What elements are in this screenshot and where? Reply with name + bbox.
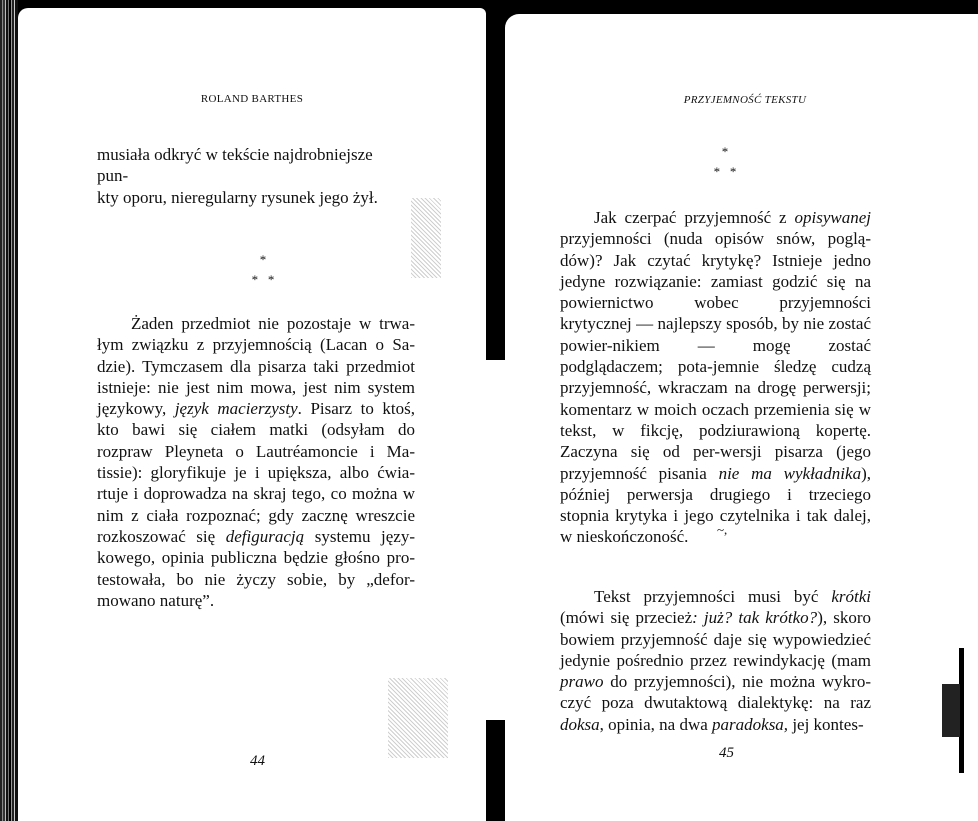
body-paragraph: Żaden przedmiot nie pozostaje w trwa-łym związku z przyjemnością (Lacan o Sa-dzie). Tymczasem dla pisarza taki przedmiot istnieje: nie jest nim mowa, jest nim system językowy, język macierzysty. Pisarz to ktoś, kto bawi się ciałem matki (odsyłam do rozpraw Pleyneta o Lautréamoncie i Ma-tissie): gloryfikuje je i upiększa, albo ćwia-rtuje i doprowadza na skraj tego, co można w nim z ciała rozpoznać; gdy zacznę wreszcie rozkoszować się defiguracją systemu języ-kowego, opinia publiczna będzie głośno pro-testowała, bo nie życzy sobie, by „defor-mowano naturę”. <box>97 314 415 610</box>
text-line: kty oporu, nieregularny rysunek jego żył. <box>97 187 378 207</box>
body-paragraph-1: Jak czerpać przyjemność z opisywanej przyjemności (nuda opisów snów, poglą-dów)? Jak czytać krytykę? Istnieje jedno jedyne rozwiązanie: zamiast godzić się na powiernictwo wobec przyjemności krytycznej — najlepszy sposób, by nie zostać powier-nikiem — mogę zostać podglądaczem; pota-jemnie śledzę cudzą przyjemność, wkraczam na drogę perwersji; komentarz w moich oczach przemienia się w tekst, w fikcję, podziurawioną kopertę. Zaczyna się od per-wersji pisarza (jego przyjemność pisania nie ma wykładnika), później perwersja drugiego i trzeciego stopnia krytyka i jego czytelnika i tak dalej, w nieskończoność. <box>560 208 871 547</box>
italic-term: defiguracją <box>225 526 305 546</box>
page-number: 44 <box>250 753 265 769</box>
continuation-text <box>97 144 408 208</box>
spine-shadow <box>486 775 501 797</box>
book-binding-edge <box>0 0 18 821</box>
text-line: musiała odkryć w tekście najdrobniejsze pun- <box>97 145 373 186</box>
italic-term: opisywanej <box>794 208 871 227</box>
body-paragraph-2: Tekst przyjemności musi być krótki (mówi się przecież: już? tak krótko?), skoro bowiem przyjemność daje się wypowiedzieć jedynie pośrednio przez rewindykację (mam prawo do przyjemności), nie można wykro-czyć poza dwutaktową dialektykę: na raz doksa, opinia, na dwa paradoksa, jej kontes- <box>560 587 871 734</box>
asterism-separator: * * * <box>251 252 275 287</box>
running-head-author: ROLAND BARTHES <box>200 93 304 105</box>
asterism-separator: * * * <box>713 144 737 179</box>
left-page <box>18 8 486 821</box>
spine-gap <box>486 360 505 720</box>
right-page <box>505 14 978 821</box>
italic-term: język macierzysty <box>174 399 298 419</box>
italic-term: nie ma wykładnika <box>718 463 862 483</box>
italic-term: prawo <box>560 672 604 692</box>
running-head-title: PRZYJEMNOŚĆ TEKSTU <box>683 94 807 106</box>
page-number: 45 <box>719 745 734 761</box>
scan-artifact <box>411 198 441 278</box>
italic-term: doksa <box>560 714 600 734</box>
italic-term: krótki <box>831 587 871 606</box>
scan-artifact <box>388 678 448 758</box>
spine-shadow <box>486 0 505 360</box>
scan-edge-bar <box>942 684 960 737</box>
italic-term: : już? tak krótko? <box>692 608 818 628</box>
scan-mark: ~, <box>717 522 728 537</box>
italic-term: paradoksa, <box>712 714 789 734</box>
